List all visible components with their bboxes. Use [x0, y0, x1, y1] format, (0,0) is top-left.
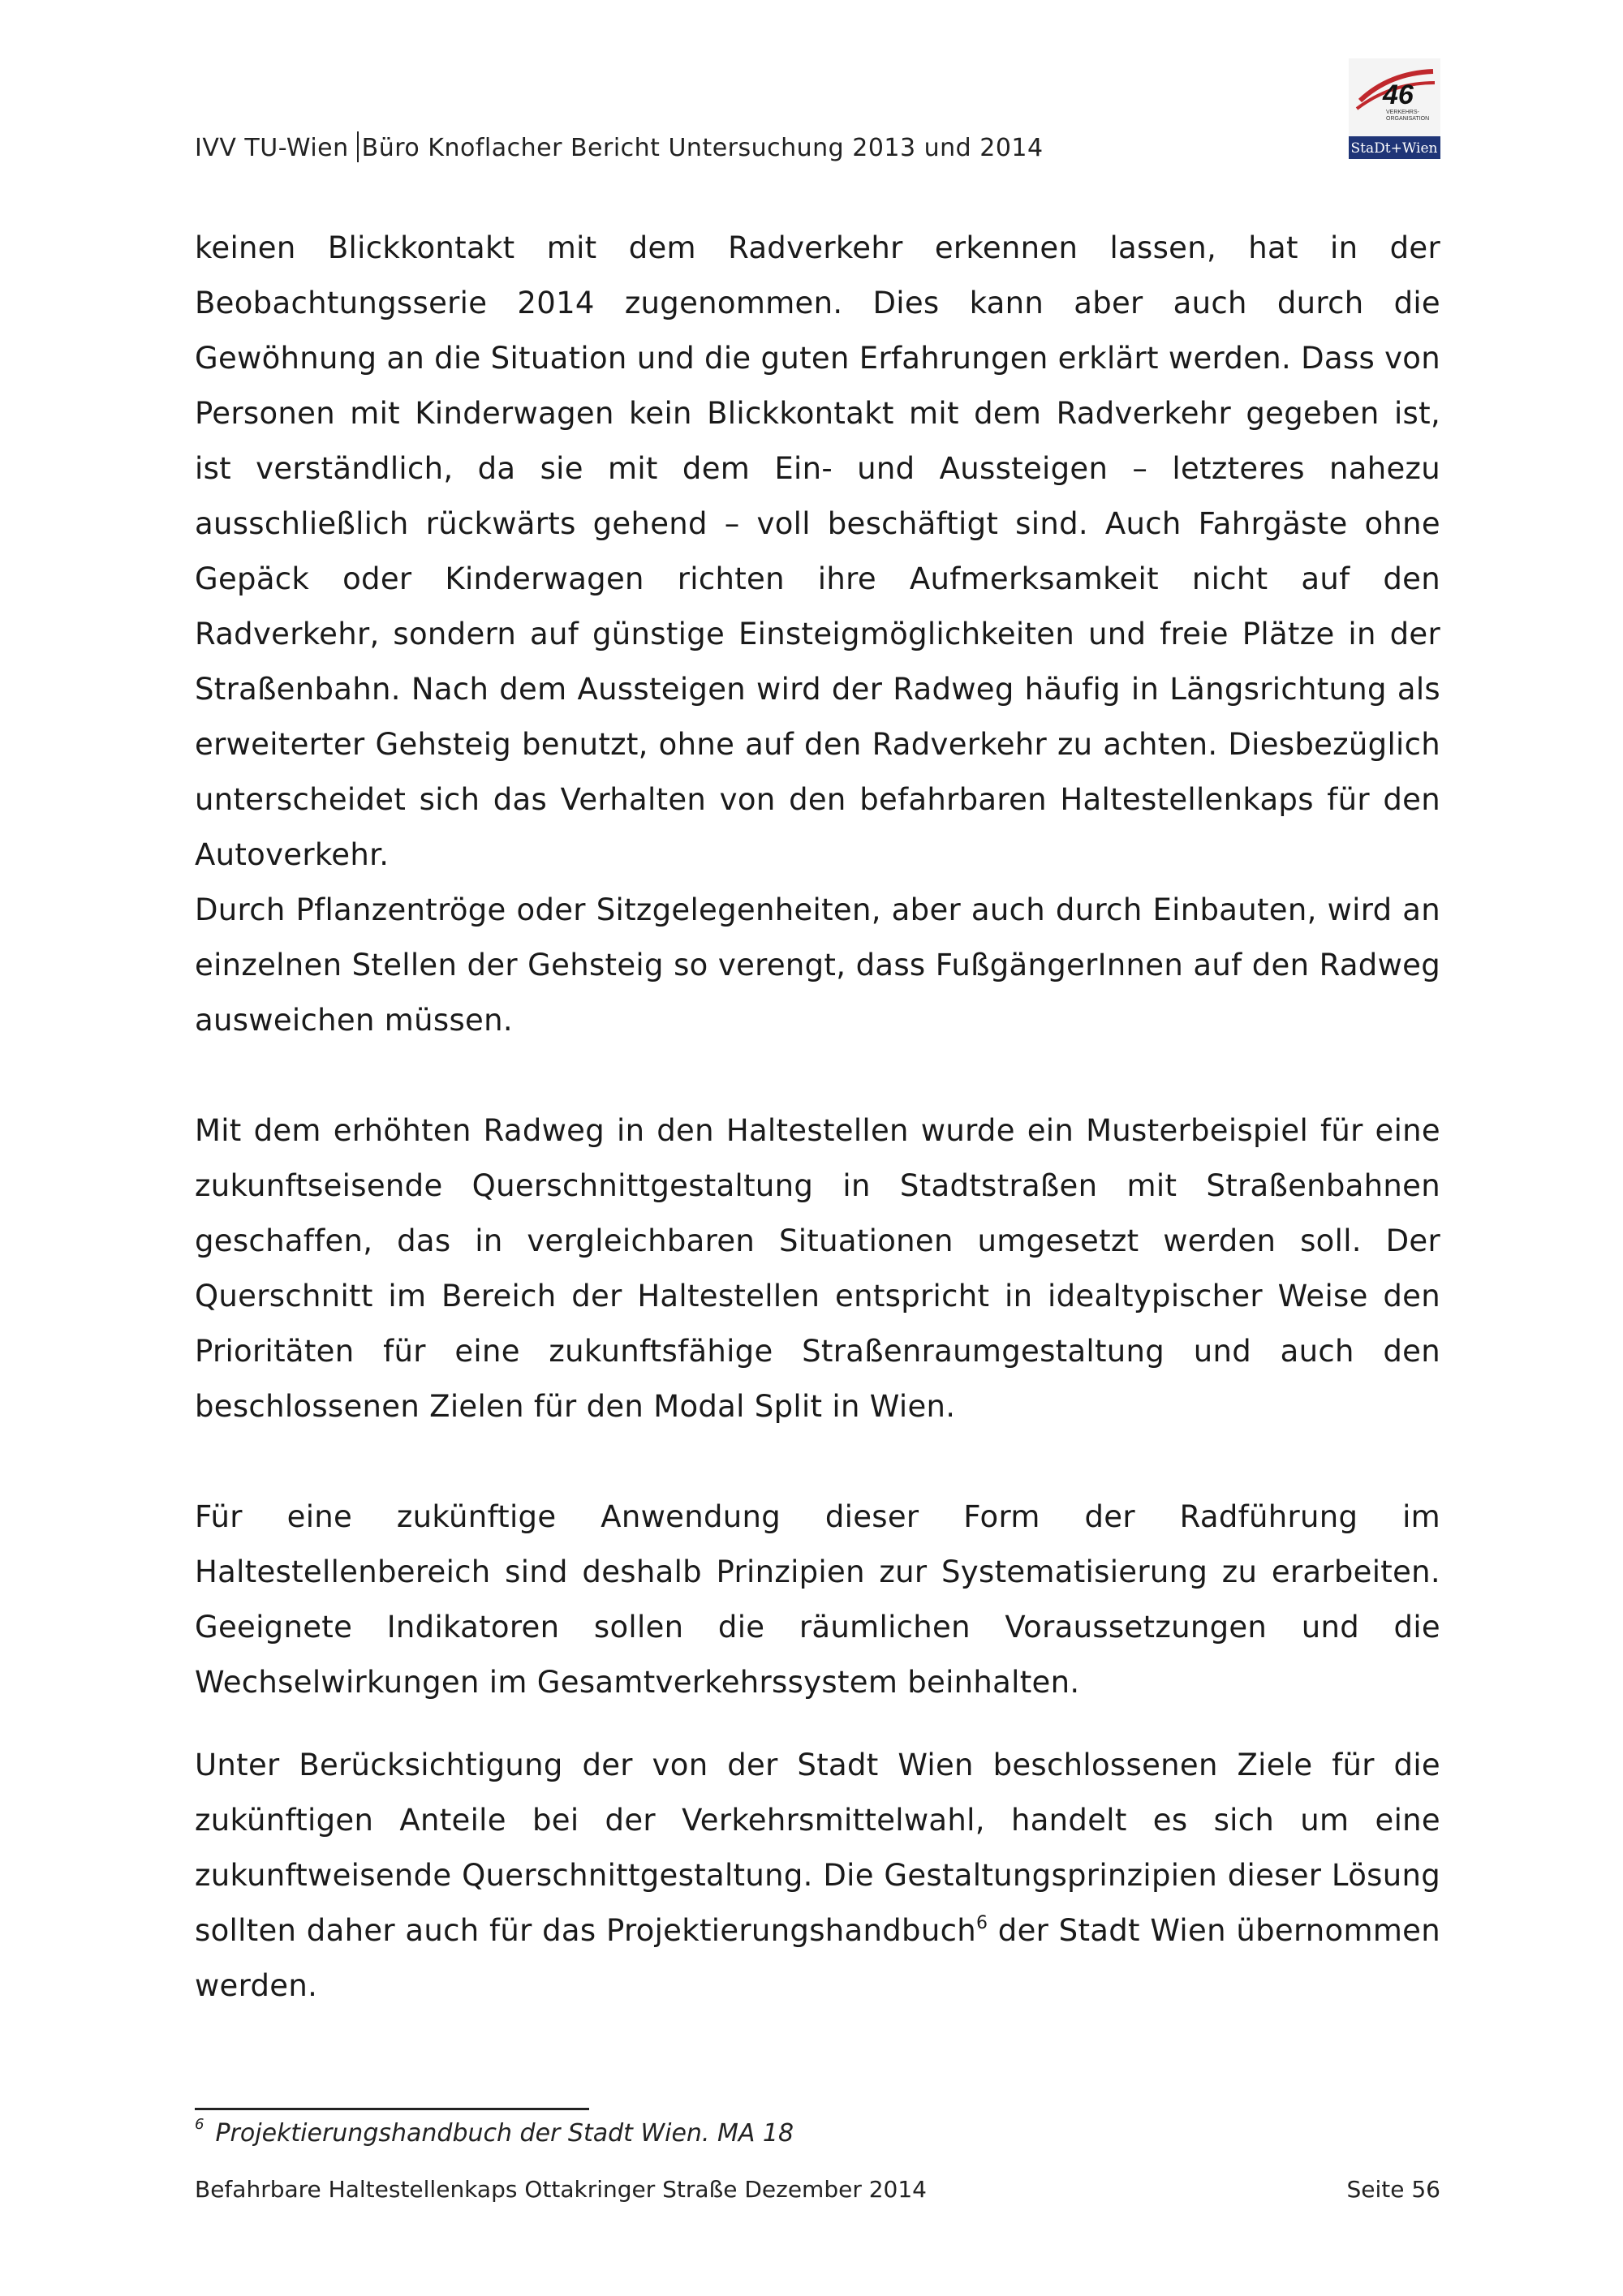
footnote-divider [195, 2108, 589, 2110]
footer-title: Befahrbare Haltestellenkaps Ottakringer Straße Dezember 2014 [195, 2176, 927, 2203]
header-separator [357, 131, 359, 162]
header-right: Büro Knoflacher Bericht Untersuchung 2013 und 2014 [361, 134, 1044, 162]
paragraph-4: Für eine zukünftige Anwendung dieser Form der Radführung im Haltestellenbereich sind deshalb Prinzipien zur Systematisierung zu erarbeiten. Geeignete Indikatoren sollen die räumlichen Voraussetzungen und die Wechselwirkungen im Gesamtverkehrssystem beinhalten. [195, 1499, 1440, 1700]
ma46-logo [1349, 58, 1440, 159]
body-text [195, 221, 1440, 2014]
paragraph-5-text-a: Unter Berücksichtigung der von der Stadt Wien beschlossenen Ziele für die zukünftigen Anteile bei der Verkehrsmittelwahl, handelt es sich um eine zukunftweisende Querschnittgestaltung. Die Gestaltungsprinzipien dieser Lösung sollten daher auch für das Projektierungshandbuch [195, 1748, 1440, 1948]
page-number: Seite 56 [1346, 2176, 1440, 2203]
page-header [195, 131, 1436, 162]
svg-text:VERKEHRS-: VERKEHRS- [1386, 110, 1419, 115]
header-left: IVV TU-Wien [195, 134, 349, 162]
ma46-logo-icon [1349, 58, 1440, 159]
paragraph-5-text-b: der Stadt Wien übernommen werden. [195, 1913, 1440, 2003]
footnote-number: 6 [195, 2116, 204, 2133]
svg-text:StaDt+Wien: StaDt+Wien [1350, 140, 1438, 157]
svg-text:46: 46 [1383, 80, 1414, 110]
paragraph-1: keinen Blickkontakt mit dem Radverkehr erkennen lassen, hat in der Beobachtungsserie 2014 zugenommen. Dies kann aber auch durch die Gewöhnung an die Situation und die guten Erfahrungen erklärt werden. Dass von Personen mit Kinderwagen kein Blickkontakt mit dem Radverkehr gegeben ist, ist verständlich, da sie mit dem Ein- und Aussteigen – letzteres nahezu ausschließlich rückwärts gehend – voll beschäftigt sind. Auch Fahrgäste ohne Gepäck oder Kinderwagen richten ihre Aufmerksamkeit nicht auf den Radverkehr, sondern auf günstige Einsteigmöglichkeiten und freie Plätze in der Straßenbahn. Nach dem Aussteigen wird der Radweg häufig in Längsrichtung als erweiterter Gehsteig benutzt, ohne auf den Radverkehr zu achten. Diesbezüglich unterscheidet sich das Verhalten von den befahrbaren Haltestellenkaps für den Autoverkehr. [195, 230, 1440, 872]
svg-text:ORGANISATION: ORGANISATION [1386, 116, 1430, 122]
paragraph-2: Durch Pflanzentröge oder Sitzgelegenheiten, aber auch durch Einbauten, wird an einzelnen Stellen der Gehsteig so verengt, dass FußgängerInnen auf den Radweg ausweichen müssen. [195, 892, 1440, 1038]
paragraph-5 [195, 1738, 1440, 2014]
page-footer [195, 2176, 1440, 2203]
footnote [195, 2116, 794, 2148]
footnote-reference: 6 [975, 1912, 988, 1933]
paragraph-3: Mit dem erhöhten Radweg in den Haltestellen wurde ein Musterbeispiel für eine zukunftseisende Querschnittgestaltung in Stadtstraßen mit Straßenbahnen geschaffen, das in vergleichbaren Situationen umgesetzt werden soll. Der Querschnitt im Bereich der Haltestellen entspricht in idealtypischer Weise den Prioritäten für eine zukunftsfähige Straßenraumgestaltung und auch den beschlossenen Zielen für den Modal Split in Wien. [195, 1113, 1440, 1424]
footnote-text: Projektierungshandbuch der Stadt Wien. MA 18 [215, 2119, 794, 2148]
